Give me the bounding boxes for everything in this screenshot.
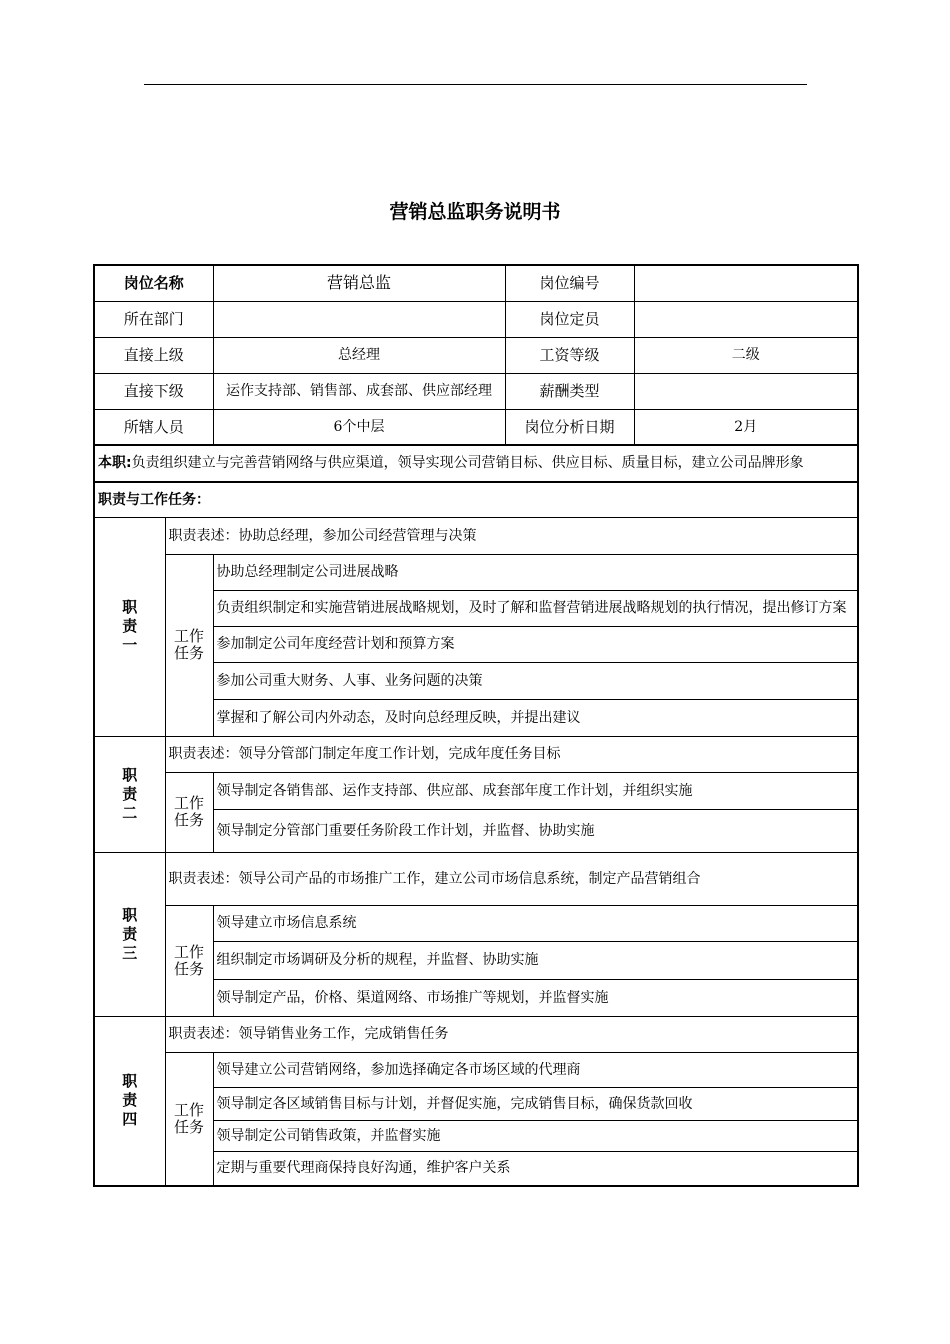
duty-1-task-4: 参加公司重大财务、人事、业务问题的决策 xyxy=(213,662,858,699)
duty-1-task-1: 协助总经理制定公司进展战略 xyxy=(213,554,858,590)
position-name-value: 营销总监 xyxy=(213,265,505,301)
salary-grade-label: 工资等级 xyxy=(505,337,634,373)
headcount-label: 岗位定员 xyxy=(505,301,634,337)
duty-1-task-label: 工作任务 xyxy=(165,554,213,736)
subordinate-value: 运作支持部、销售部、成套部、供应部经理 xyxy=(213,373,505,409)
department-value xyxy=(213,301,505,337)
duty-4-task-2: 领导制定各区域销售目标与计划，并督促实施，完成销售目标，确保货款回收 xyxy=(213,1087,858,1120)
duty-4-task-label: 工作任务 xyxy=(165,1052,213,1186)
staff-label: 所辖人员 xyxy=(94,409,213,445)
analysis-date-label: 岗位分析日期 xyxy=(505,409,634,445)
duty-3-label: 职责三 xyxy=(94,852,165,1016)
summary-label: 本职 xyxy=(98,455,126,471)
duty-1-description: 职责表述：协助总经理，参加公司经营管理与决策 xyxy=(165,517,858,554)
duty-2-description: 职责表述：领导分管部门制定年度工作计划，完成年度任务目标 xyxy=(165,736,858,772)
job-description-table xyxy=(93,264,859,1187)
duty-4-task-1: 领导建立公司营销网络，参加选择确定各市场区域的代理商 xyxy=(213,1052,858,1087)
duty-2-task-label: 工作任务 xyxy=(165,772,213,852)
duty-3-description: 职责表述：领导公司产品的市场推广工作，建立公司市场信息系统，制定产品营销组合 xyxy=(165,852,858,905)
duty-1-task-2: 负责组织制定和实施营销进展战略规划，及时了解和监督营销进展战略规划的执行情况，提出修订方案 xyxy=(213,590,858,626)
summary-text: 负责组织建立与完善营销网络与供应渠道，领导实现公司营销目标、供应目标、质量目标，建立公司品牌形象 xyxy=(131,455,804,471)
duty-4-task-3: 领导制定公司销售政策，并监督实施 xyxy=(213,1120,858,1151)
headcount-value xyxy=(634,301,858,337)
department-label: 所在部门 xyxy=(94,301,213,337)
pay-type-value xyxy=(634,373,858,409)
duty-3-task-3: 领导制定产品，价格、渠道网络、市场推广等规划，并监督实施 xyxy=(213,979,858,1016)
position-code-value xyxy=(634,265,858,301)
duty-1-label: 职责一 xyxy=(94,517,165,736)
staff-value: 6个中层 xyxy=(213,409,505,445)
position-code-label: 岗位编号 xyxy=(505,265,634,301)
superior-value: 总经理 xyxy=(213,337,505,373)
duty-3-task-1: 领导建立市场信息系统 xyxy=(213,905,858,941)
summary-row xyxy=(94,445,858,482)
subordinate-label: 直接下级 xyxy=(94,373,213,409)
duty-4-description: 职责表述：领导销售业务工作，完成销售任务 xyxy=(165,1016,858,1052)
duty-2-task-2: 领导制定分管部门重要任务阶段工作计划，并监督、协助实施 xyxy=(213,809,858,852)
document-title: 营销总监职务说明书 xyxy=(389,201,561,223)
pay-type-label: 薪酬类型 xyxy=(505,373,634,409)
duty-1-task-5: 掌握和了解公司内外动态，及时向总经理反映，并提出建议 xyxy=(213,699,858,736)
position-name-label: 岗位名称 xyxy=(94,265,213,301)
duty-4-task-4: 定期与重要代理商保持良好沟通，维护客户关系 xyxy=(213,1151,858,1186)
header-rule xyxy=(144,84,807,85)
duty-3-task-label: 工作任务 xyxy=(165,905,213,1016)
duty-1-task-3: 参加制定公司年度经营计划和预算方案 xyxy=(213,626,858,662)
duty-3-task-2: 组织制定市场调研及分析的规程，并监督、协助实施 xyxy=(213,941,858,979)
duty-4-label: 职责四 xyxy=(94,1016,165,1186)
duties-header: 职责与工作任务： xyxy=(94,482,858,517)
analysis-date-value: 2月 xyxy=(634,409,858,445)
duty-2-label: 职责二 xyxy=(94,736,165,852)
superior-label: 直接上级 xyxy=(94,337,213,373)
duty-2-task-1: 领导制定各销售部、运作支持部、供应部、成套部年度工作计划，并组织实施 xyxy=(213,772,858,809)
salary-grade-value: 二级 xyxy=(634,337,858,373)
summary-colon: : xyxy=(126,455,132,471)
